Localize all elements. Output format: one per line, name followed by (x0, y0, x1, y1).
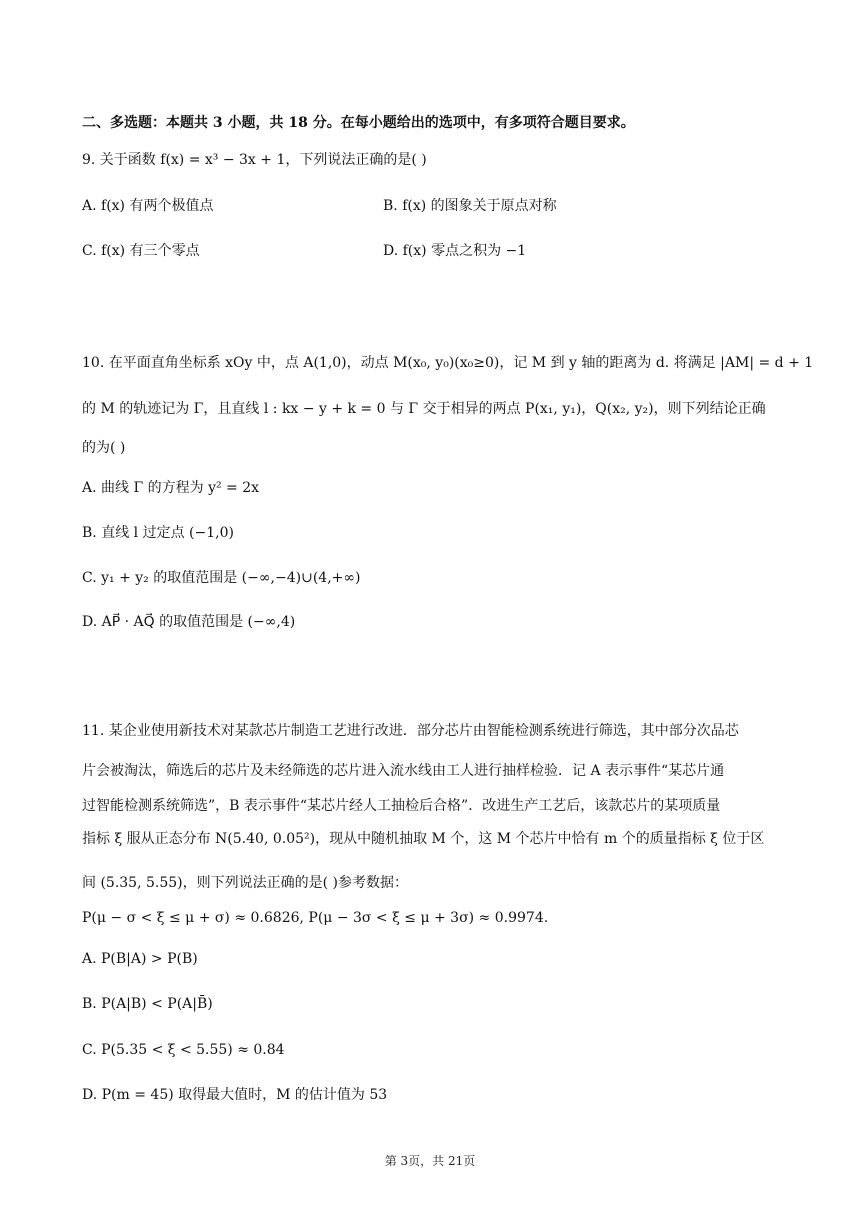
q10-option-c: C. y₁ + y₂ 的取值范围是 (−∞,−4)∪(4,+∞) (82, 570, 361, 586)
q11-option-a: A. P(B|A) > P(B) (82, 951, 198, 967)
q10-option-b: B. 直线 l 过定点 (−1,0) (82, 525, 234, 541)
q11-stem-line5: 间 (5.35, 5.55)，则下列说法正确的是( )参考数据： (82, 875, 408, 891)
q11-reference-data: P(μ − σ < ξ ≤ μ + σ) ≈ 0.6826, P(μ − 3σ < ξ ≤ μ + 3σ) ≈ 0.9974. (82, 910, 549, 926)
q11-stem-line3: 过智能检测系统筛选”，B 表示事件“某芯片经人工抽检后合格”．改进生产工艺后，该款芯片的某项质量 (82, 798, 721, 814)
section-header: 二、多选题：本题共 3 小题，共 18 分。在每小题给出的选项中，有多项符合题目要求。 (82, 115, 635, 131)
q11-option-c: C. P(5.35 < ξ < 5.55) ≈ 0.84 (82, 1042, 285, 1058)
q9-option-b: B. f(x) 的图象关于原点对称 (383, 198, 557, 214)
q11-option-b: B. P(A|B) < P(A|B̄) (82, 996, 213, 1012)
q9-option-c: C. f(x) 有三个零点 (82, 243, 200, 259)
q10-option-a: A. 曲线 Γ 的方程为 y² = 2x (82, 480, 260, 496)
page-footer: 第 3页，共 21页 (384, 1154, 476, 1168)
q9-stem: 9. 关于函数 f(x) = x³ − 3x + 1，下列说法正确的是( ) (82, 152, 427, 168)
q11-option-d: D. P(m = 45) 取得最大值时，M 的估计值为 53 (82, 1087, 388, 1103)
q10-option-d: D. AP⃗ · AQ⃗ 的取值范围是 (−∞,4) (82, 614, 296, 630)
q11-stem-line1: 11. 某企业使用新技术对某款芯片制造工艺进行改进．部分芯片由智能检测系统进行筛选，其中部分次品芯 (82, 723, 739, 739)
q10-stem-line3: 的为( ) (82, 440, 126, 456)
q10-stem-line2: 的 M 的轨迹记为 Γ，且直线 l : kx − y + k = 0 与 Γ 交于相异的两点 P(x₁, y₁)，Q(x₂, y₂)，则下列结论正确 (82, 401, 766, 417)
q9-option-a: A. f(x) 有两个极值点 (82, 198, 214, 214)
q10-stem-line1: 10. 在平面直角坐标系 xOy 中，点 A(1,0)，动点 M(x₀, y₀)(x₀≥0)，记 M 到 y 轴的距离为 d. 将满足 |AM| = d + 1 (82, 355, 814, 371)
q11-stem-line2: 片会被淘汰，筛选后的芯片及未经筛选的芯片进入流水线由工人进行抽样检验．记 A 表示事件“某芯片通 (82, 763, 725, 779)
q11-stem-line4: 指标 ξ 服从正态分布 N(5.40, 0.05²)，现从中随机抽取 M 个，这 M 个芯片中恰有 m 个的质量指标 ξ 位于区 (82, 831, 765, 847)
q9-option-d: D. f(x) 零点之积为 −1 (383, 243, 527, 259)
